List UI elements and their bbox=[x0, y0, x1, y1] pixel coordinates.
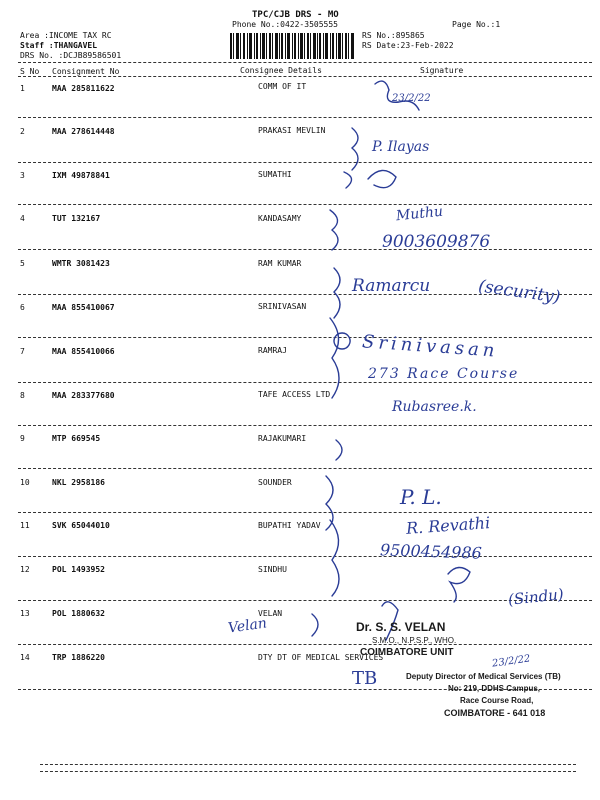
row-consignment: TUT 132167 bbox=[52, 214, 101, 223]
row-consignee: RAMRAJ bbox=[258, 346, 287, 355]
stamp-designation: Deputy Director of Medical Services (TB) bbox=[406, 672, 561, 681]
handwritten-signature: P. L. bbox=[400, 485, 442, 509]
row-consignment: MAA 278614448 bbox=[52, 127, 115, 136]
column-sno: S No bbox=[20, 67, 40, 76]
row-consignee: KANDASAMY bbox=[258, 214, 302, 223]
row-sno: 7 bbox=[20, 347, 25, 356]
handwritten-date: 23/2/22 bbox=[392, 93, 431, 104]
row-sno: 8 bbox=[20, 391, 25, 400]
handwritten-note: (Sindu) bbox=[507, 585, 565, 609]
row-consignment: MAA 855410066 bbox=[52, 347, 115, 356]
handwritten-phone: 9003609876 bbox=[382, 232, 491, 252]
handwritten-phone: 9500454986 bbox=[379, 540, 483, 563]
row-sno: 13 bbox=[20, 609, 30, 618]
handwritten-signature: Srinivasan bbox=[361, 331, 500, 362]
handwritten-date: 23/2/22 bbox=[491, 653, 532, 670]
row-consignment: MTP 669545 bbox=[52, 434, 101, 443]
drs-number: DRS No. :DCJB89586501 bbox=[20, 51, 122, 60]
handwritten-signature: Ramarcu bbox=[352, 276, 431, 296]
handwritten-signature: TB bbox=[352, 668, 378, 689]
handwritten-address: 273 Race Course bbox=[368, 366, 520, 382]
handwritten-signature: Velan bbox=[227, 615, 268, 637]
row-sno: 5 bbox=[20, 259, 25, 268]
row-consignment: NKL 2958186 bbox=[52, 478, 105, 487]
row-consignment: POL 1493952 bbox=[52, 565, 105, 574]
row-consignment: IXM 49878841 bbox=[52, 171, 110, 180]
row-consignee: SOUNDER bbox=[258, 478, 292, 487]
row-consignee: BUPATHI YADAV bbox=[258, 521, 321, 530]
column-signature: Signature bbox=[420, 66, 464, 75]
stamp-city: COIMBATORE - 641 018 bbox=[444, 708, 546, 718]
row-consignee: PRAKASI MEVLIN bbox=[258, 126, 326, 135]
stamp-unit: COIMBATORE UNIT bbox=[360, 647, 454, 658]
row-sno: 12 bbox=[20, 565, 30, 574]
row-consignee: SRINIVASAN bbox=[258, 302, 307, 311]
handwritten-signature: R. Revathi bbox=[405, 513, 491, 538]
stamp-address-line: No: 219, DDHS Campus, bbox=[448, 684, 541, 693]
row-consignment: POL 1880632 bbox=[52, 609, 105, 618]
phone-number: Phone No.:0422-3505555 bbox=[232, 20, 338, 29]
row-sno: 6 bbox=[20, 303, 25, 312]
row-consignee: RAM KUMAR bbox=[258, 259, 302, 268]
row-sno: 11 bbox=[20, 521, 30, 530]
row-consignee: SINDHU bbox=[258, 565, 287, 574]
row-consignment: WMTR 3081423 bbox=[52, 259, 110, 268]
row-consignment: SVK 65044010 bbox=[52, 521, 110, 530]
row-consignee: TAFE ACCESS LTD bbox=[258, 390, 331, 399]
document-title: TPC/CJB DRS - MO bbox=[252, 10, 339, 20]
handwritten-signature: Rubasree.k. bbox=[392, 399, 477, 415]
row-consignee: COMM OF IT bbox=[258, 82, 307, 91]
row-consignee: VELAN bbox=[258, 609, 283, 618]
row-consignee: SUMATHI bbox=[258, 170, 292, 179]
area-label: Area :INCOME TAX RC bbox=[20, 31, 112, 40]
row-consignee: RAJAKUMARI bbox=[258, 434, 307, 443]
handwritten-signature: P. Ilayas bbox=[372, 139, 430, 155]
row-sno: 14 bbox=[20, 653, 30, 662]
stamp-address-line: Race Course Road, bbox=[460, 696, 534, 705]
stamp-name: Dr. S. S. VELAN bbox=[356, 620, 446, 634]
row-sno: 10 bbox=[20, 478, 30, 487]
handwritten-note: (security) bbox=[477, 276, 562, 308]
row-consignment: MAA 283377680 bbox=[52, 391, 115, 400]
row-consignment: TRP 1886220 bbox=[52, 653, 105, 662]
row-consignee: DTY DT OF MEDICAL SERVICES bbox=[258, 653, 384, 662]
staff-label: Staff :THANGAVEL bbox=[20, 41, 98, 50]
rs-date: RS Date:23-Feb-2022 bbox=[362, 41, 454, 50]
column-consignment: Consignment No bbox=[52, 67, 120, 76]
row-consignment: MAA 285811622 bbox=[52, 84, 115, 93]
row-sno: 2 bbox=[20, 127, 25, 136]
rs-number: RS No.:895865 bbox=[362, 31, 425, 40]
row-sno: 9 bbox=[20, 434, 25, 443]
stamp-qualifications: S.M.O., N.P.S.P., WHO. bbox=[372, 636, 457, 645]
column-consignee: Consignee Details bbox=[240, 66, 322, 75]
row-sno: 4 bbox=[20, 214, 25, 223]
row-sno: 3 bbox=[20, 171, 25, 180]
row-consignment: MAA 855410067 bbox=[52, 303, 115, 312]
handwritten-signature: Muthu bbox=[395, 203, 444, 225]
row-sno: 1 bbox=[20, 84, 25, 93]
page-number: Page No.:1 bbox=[452, 20, 501, 29]
